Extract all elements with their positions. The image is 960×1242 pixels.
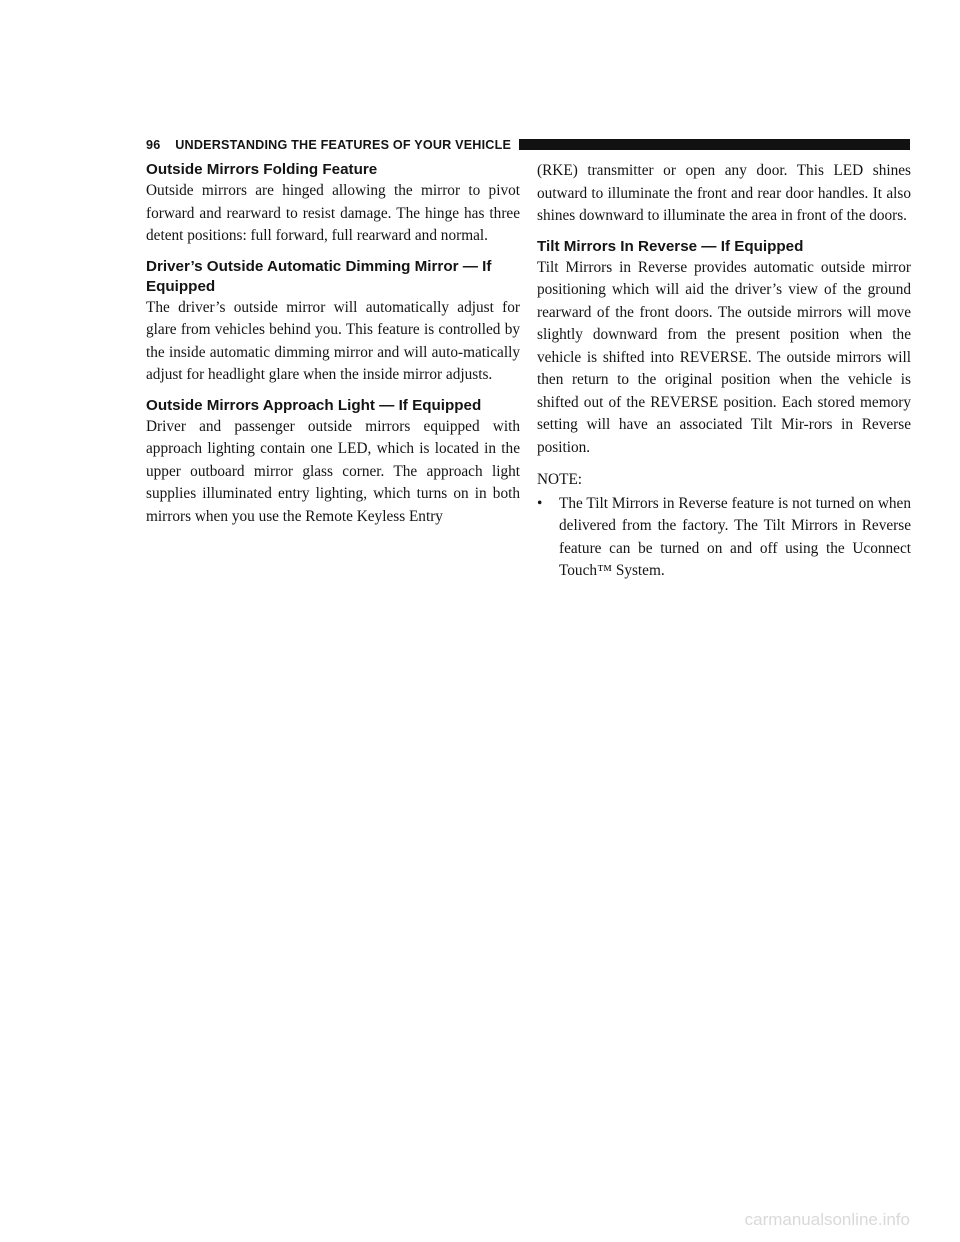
heading-tilt-mirrors: Tilt Mirrors In Reverse — If Equipped — [537, 237, 804, 255]
header-text — [146, 138, 511, 152]
body-approach-light: Driver and passenger outside mirrors equipped with approach lighting contain one LED, which is located in the upper outboard mirror glass corner. The approach light supplies illuminated entry lighting, which turns on in both mirrors when you use the Remote Keyless Entry — [146, 417, 520, 525]
body-tilt-mirrors: Tilt Mirrors in Reverse provides automatic outside mirror positioning which will aid the driver’s view of the ground rearward of the front doors. The outside mirrors will move slightly downward from the present position when the vehicle is shifted into REVERSE. The outside mirrors will then return to the original position when the vehicle is shifted out of the REVERSE position. Each stored memory setting will have an associated Tilt Mir-rors in Reverse position. — [537, 258, 911, 456]
note-bullet-item — [537, 493, 911, 583]
page-header — [146, 136, 910, 154]
left-column — [146, 160, 520, 528]
right-column — [537, 160, 911, 583]
page-number: 96 — [146, 138, 161, 152]
section-title: UNDERSTANDING THE FEATURES OF YOUR VEHICLE — [175, 138, 512, 152]
body-auto-dimming: The driver’s outside mirror will automatically adjust for glare from vehicles behind you. This feature is controlled by the inside automatic dimming mirror and will auto-matically adjust for headlight glare when the inside mirror adjusts. — [146, 298, 520, 383]
note-bullet-text: The Tilt Mirrors in Reverse feature is not turned on when delivered from the factory. The Tilt Mirrors in Reverse feature can be turned on and off using the Uconnect Touch™ System. — [559, 494, 911, 579]
header-rule-bar — [519, 139, 910, 150]
bullet-icon: • — [537, 494, 543, 512]
heading-auto-dimming: Driver’s Outside Automatic Dimming Mirror — If Equipped — [146, 257, 492, 295]
heading-folding-feature: Outside Mirrors Folding Feature — [146, 161, 378, 178]
body-approach-light-continued: (RKE) transmitter or open any door. This LED shines outward to illuminate the front and rear door handles. It also shines downward to illuminate the area in front of the doors. — [537, 162, 911, 224]
footer-watermark: carmanualsonline.info — [744, 1210, 910, 1229]
note-label: NOTE: — [537, 471, 583, 488]
heading-approach-light: Outside Mirrors Approach Light — If Equipped — [146, 396, 482, 414]
body-folding-feature: Outside mirrors are hinged allowing the mirror to pivot forward and rearward to resist damage. The hinge has three detent positions: full forward, full rearward and normal. — [146, 182, 520, 244]
